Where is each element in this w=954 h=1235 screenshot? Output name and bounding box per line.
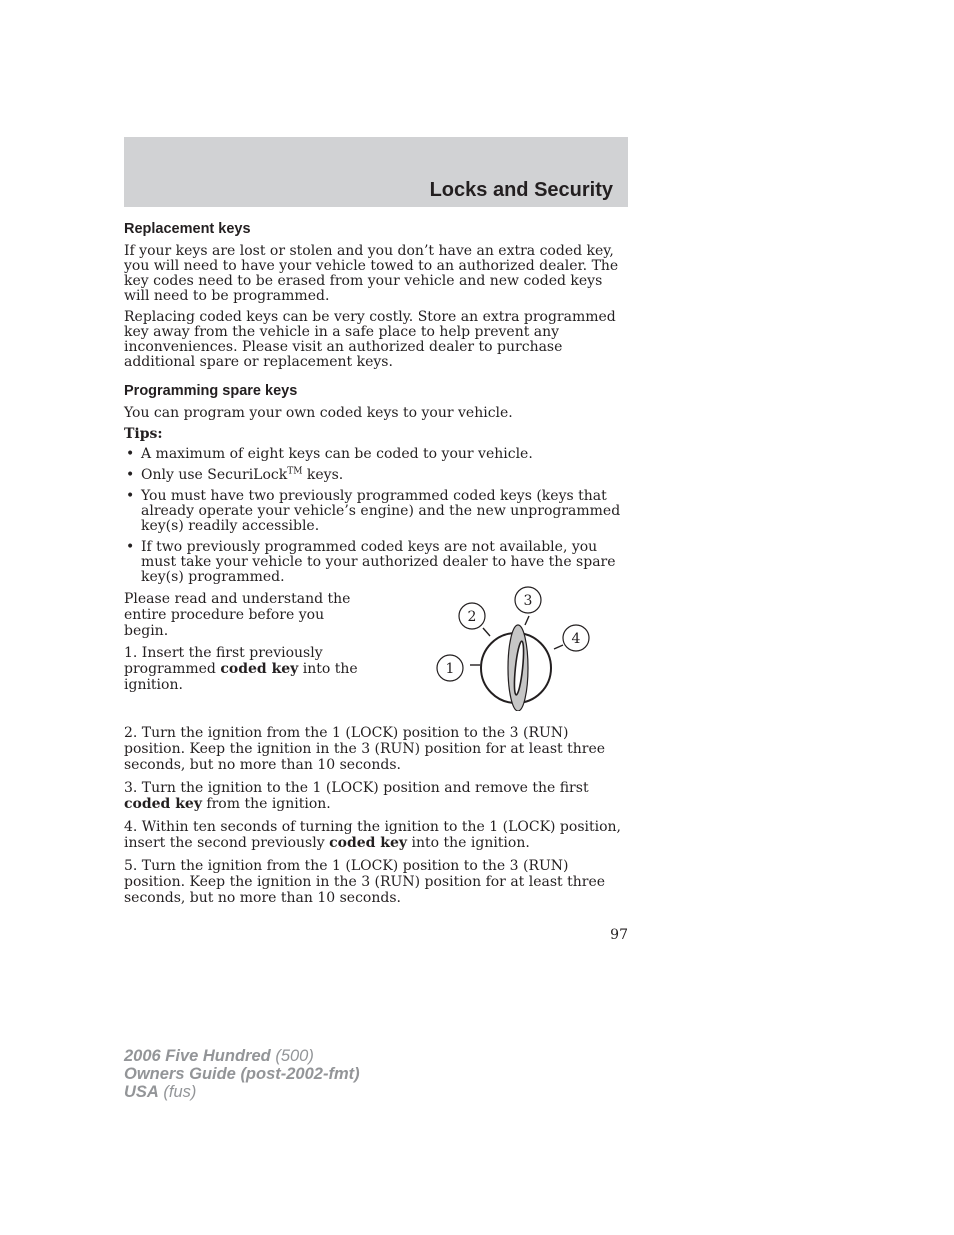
list-item-text: You must have two previously programmed coded keys (keys that already operate your vehicle’s engine) and the new unprogrammed key(s) readily accessible. (141, 488, 621, 534)
ignition-diagram (430, 585, 606, 711)
footer-market: USA (124, 1083, 159, 1101)
footer-model: 2006 Five Hundred (124, 1047, 271, 1065)
paragraph: Replacing coded keys can be very costly. Store an extra programmed key away from the vehicle in a safe place to help prevent any inconveniences. Please visit an authorized dealer to purchase additional spare or replacement keys. (124, 309, 616, 370)
position-label-3: 3 (523, 593, 533, 609)
step-2: 2. Turn the ignition from the 1 (LOCK) position to the 3 (RUN) position. Keep the ignition in the 3 (RUN) position for at least three seconds, but no more than 10 seconds. (124, 725, 606, 773)
step-3 (124, 780, 630, 812)
list-item (124, 540, 630, 585)
footer-document-info (124, 1047, 360, 1101)
step-text: 1. Insert the first previously programmed (124, 645, 323, 677)
heading-replacement-keys: Replacement keys (124, 221, 251, 237)
step-text: 3. Turn the ignition to the 1 (LOCK) position and remove the first (124, 780, 589, 796)
trademark-mark: TM (287, 466, 303, 477)
tick-position-3 (525, 616, 529, 625)
bullet: • (126, 467, 135, 483)
read-note: Please read and understand the entire procedure before you begin. (124, 591, 351, 639)
list-item-text: If two previously programmed coded keys are not available, you must take your vehicle to your authorized dealer to have the spare key(s) programmed. (141, 539, 616, 585)
step1-with-diagram (124, 591, 630, 725)
list-item (124, 468, 630, 483)
list-item-text: Only use SecuriLock (141, 467, 288, 483)
step-text: into the ignition. (124, 661, 358, 693)
position-label-4: 4 (571, 631, 581, 647)
tick-position-4 (554, 645, 563, 649)
position-label-2: 2 (467, 609, 477, 625)
section-title: Locks and Security (429, 179, 613, 201)
bullet: • (126, 488, 135, 504)
page-content (124, 221, 630, 913)
list-item-text: A maximum of eight keys can be coded to your vehicle. (141, 446, 533, 462)
emphasis-coded-key: coded key (220, 661, 299, 677)
step-text: from the ignition. (201, 796, 331, 812)
footer-market-code: (fus) (158, 1083, 197, 1101)
footer-guide: Owners Guide (post-2002-fmt) (124, 1065, 360, 1083)
paragraph: You can program your own coded keys to your vehicle. (124, 405, 513, 421)
bullet: • (126, 539, 135, 555)
step-text: 4. Within ten seconds of turning the ignition to the 1 (LOCK) position, insert the second previously (124, 819, 621, 851)
footer-model-code: (500) (270, 1047, 314, 1065)
paragraph: If your keys are lost or stolen and you don’t have an extra coded key, you will need to have your vehicle towed to an authorized dealer. The key codes need to be erased from your vehicle and new coded keys will need to be programmed. (124, 243, 619, 304)
list-item (124, 447, 630, 462)
step-5: 5. Turn the ignition from the 1 (LOCK) position to the 3 (RUN) position. Keep the ignition in the 3 (RUN) position for at least three seconds, but no more than 10 seconds. (124, 858, 606, 906)
emphasis-coded-key: coded key (124, 796, 202, 812)
tips-list (124, 447, 630, 585)
page-number: 97 (610, 927, 628, 943)
footer-line-2 (124, 1065, 360, 1083)
step-text: into the ignition. (407, 835, 530, 851)
tips-label: Tips: (124, 426, 163, 442)
step-1 (124, 645, 369, 693)
tick-position-2 (483, 628, 490, 636)
bullet: • (126, 446, 135, 462)
emphasis-coded-key: coded key (329, 835, 408, 851)
footer-line-3 (124, 1083, 360, 1101)
split-text (124, 591, 369, 693)
step-4 (124, 819, 630, 851)
section-header-band (124, 137, 628, 207)
heading-programming-spare-keys: Programming spare keys (124, 383, 298, 399)
steps (124, 725, 630, 906)
footer-line-1 (124, 1047, 360, 1065)
list-item-text: keys. (302, 467, 344, 483)
list-item (124, 489, 630, 534)
position-label-1: 1 (445, 661, 455, 677)
